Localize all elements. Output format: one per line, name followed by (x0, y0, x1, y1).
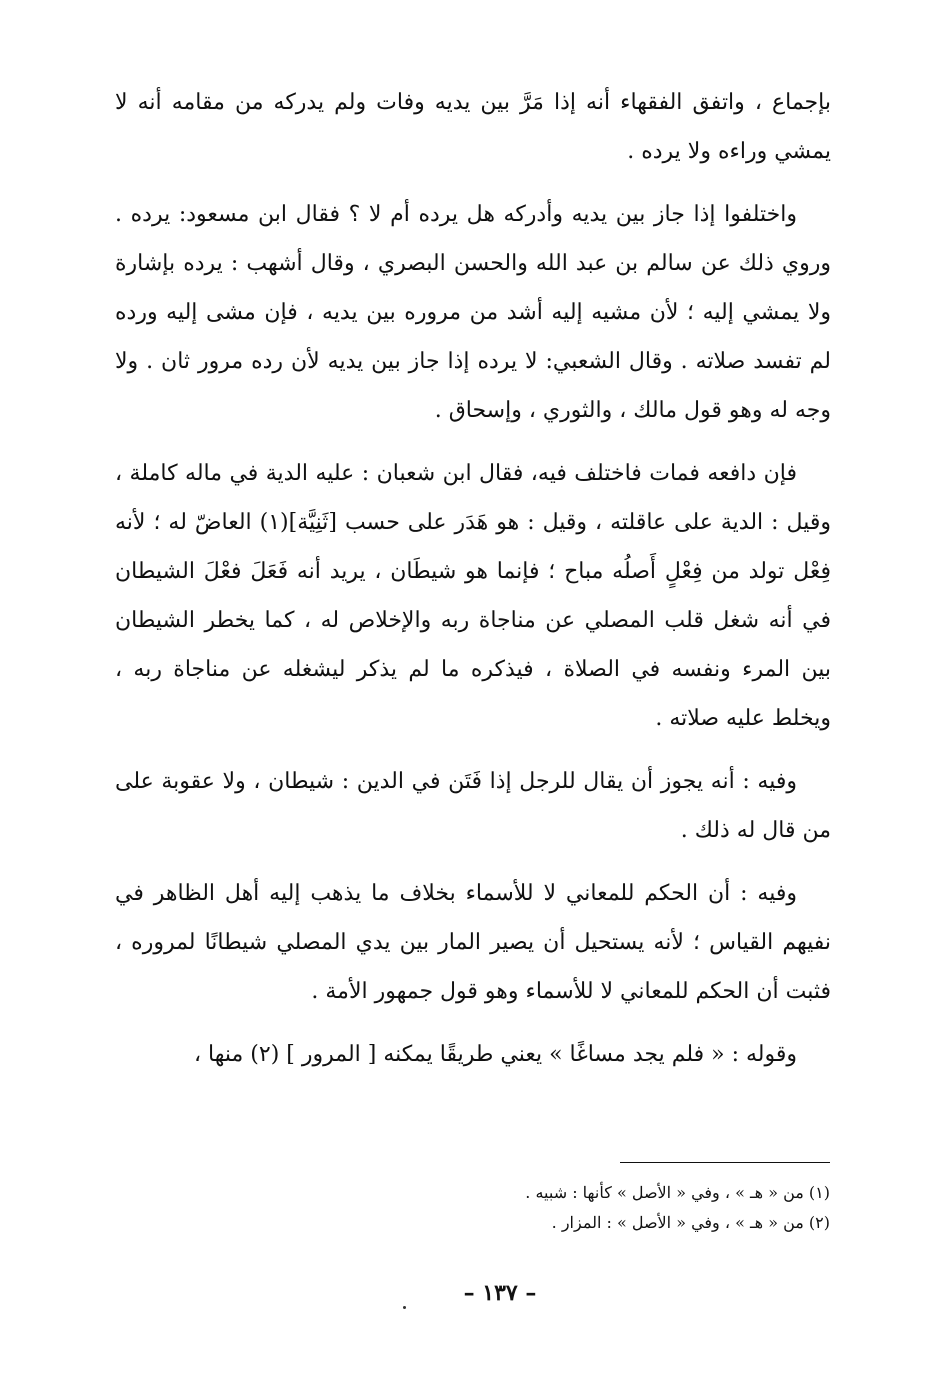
paragraph-5: وفيه : أن الحكم للمعاني لا للأسماء بخلاف ما يذهب إليه أهل الظاهر في نفيهم القياس ؛ لأنه يستحيل أن يصير المار بين يدي المصلي شيطانًا لمروره ، فثبت أن الحكم للمعاني لا للأسماء وهو قول جمهور الأمة . (115, 881, 831, 1004)
paragraph-1: بإجماع ، واتفق الفقهاء أنه إذا مَرَّ بين يديه وفات ولم يدركه من مقامه أنه لا يمشي وراءه ولا يرده . (115, 90, 831, 164)
paragraph-2: واختلفوا إذا جاز بين يديه وأدركه هل يرده أم لا ؟ فقال ابن مسعود: يرده . وروي ذلك عن سالم بن عبد الله والحسن البصري ، وقال أشهب : يرده بإشارة ولا يمشي إليه ؛ لأن مشيه إليه أشد من مروره بين يديه ، فإن مشى إليه ورده لم تفسد صلاته . وقال الشعبي: لا يرده إذا جاز بين يديه لأن رده مرور ثان . ولا وجه له وهو قول مالك ، والثوري ، وإسحاق . (115, 202, 831, 423)
footnote-divider (620, 1162, 830, 1163)
footnote-1: (١) من « هـ » ، وفي « الأصل » كأنها : شبيه . (525, 1183, 830, 1202)
scan-speck (403, 1306, 406, 1309)
paragraph-3: فإن دافعه فمات فاختلف فيه، فقال ابن شعبان : عليه الدية في ماله كاملة ، وقيل : الدية على عاقلته ، وقيل : هو هَدَر على حسب [ثَنِيَّة](١) العاضّ له ؛ لأنه فِعْل تولد من فِعْلٍ أَصلُه مباح ؛ فإنما هو شيطَان ، يريد أنه فَعَلَ فعْلَ الشيطان في أنه شغل قلب المصلي عن مناجاة ربه والإخلاص له ، كما يخطر الشيطان بين المرء ونفسه في الصلاة ، فيذكره ما لم يذكر ليشغله عن مناجاة ربه ، ويخلط عليه صلاته . (115, 461, 831, 731)
footnote-2: (٢) من « هـ » ، وفي « الأصل » : المزار . (551, 1213, 830, 1232)
page-number: – ١٣٧ – (463, 1280, 537, 1306)
paragraph-6: وقوله : « فلم يجد مساغًا » يعني طريقًا يمكنه [ المرور ] (٢) منها ، (193, 1042, 797, 1067)
footnotes (300, 1178, 830, 1238)
main-text (115, 78, 831, 1093)
paragraph-4: وفيه : أنه يجوز أن يقال للرجل إذا فَتَن في الدين : شيطان ، ولا عقوبة على من قال له ذلك . (115, 769, 831, 843)
